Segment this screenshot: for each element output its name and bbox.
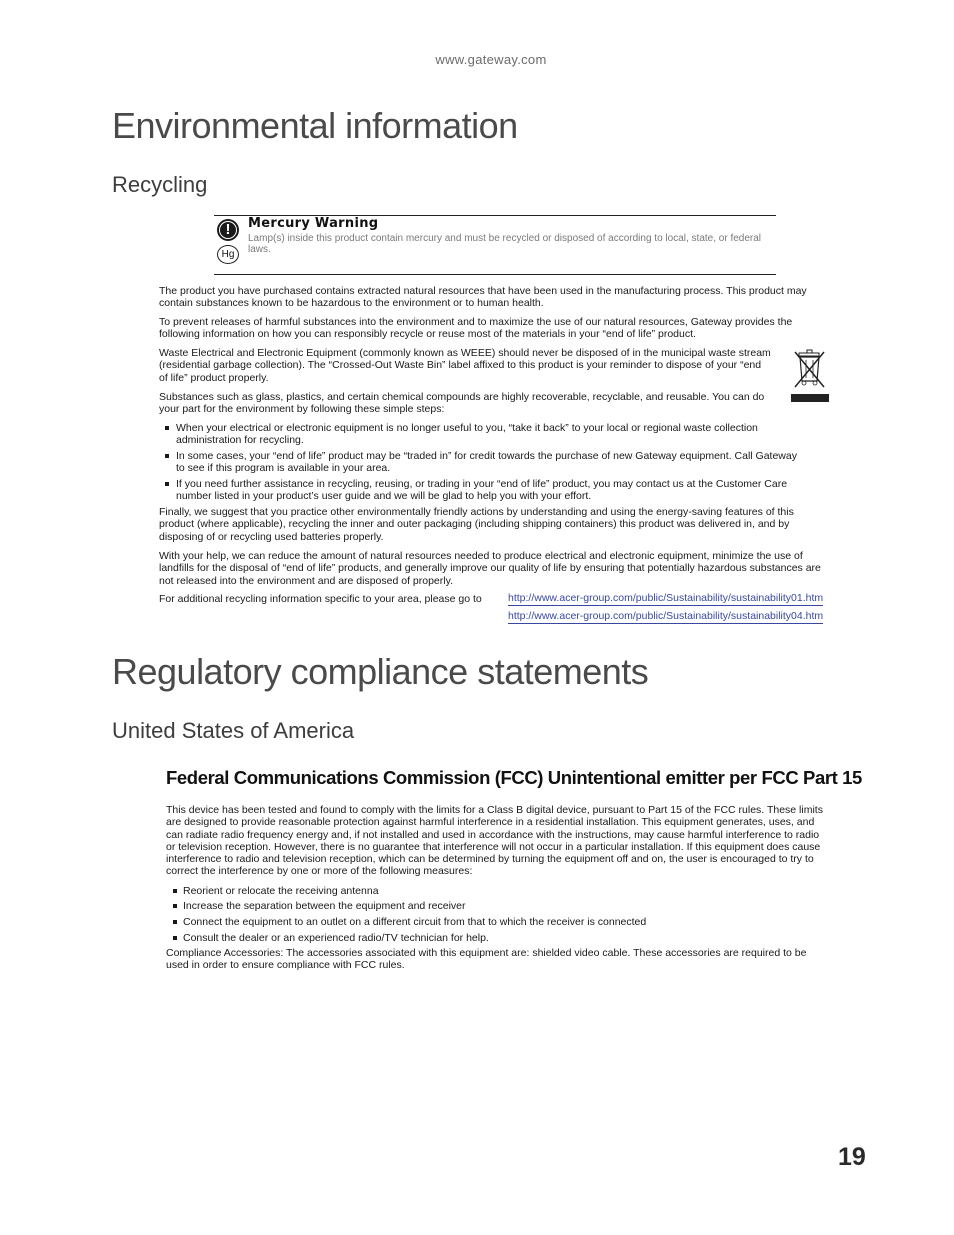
recycling-step: In some cases, your “end of life” product may be “traded in” for credit towards the purchase of new Gateway equipment. Call Gateway to see if this program is available in your area. bbox=[176, 450, 808, 475]
mercury-warning-box bbox=[214, 215, 776, 275]
usa-heading: United States of America bbox=[112, 718, 355, 743]
recycling-heading: Recycling bbox=[112, 172, 208, 197]
recycling-step: If you need further assistance in recycling, reusing, or trading in your “end of life” product, you may contact us at the Customer Care number listed in your product’s user guide and we will be glad to help you with your effort. bbox=[176, 478, 816, 503]
mercury-hg-icon: Hg bbox=[217, 245, 239, 264]
paragraph-with-help: With your help, we can reduce the amount of natural resources needed to produce electrical and electronic equipment, minimize the use of landfills for the disposal of “end of life” products, and generally improve our quality of life by ensuring that potentially hazardous substances are not released into the environment and are disposed of properly. bbox=[159, 550, 821, 587]
paragraph-weee: Waste Electrical and Electronic Equipment (commonly known as WEEE) should never be disposed of in the municipal waste stream (residential garbage collection). The “Crossed-Out Waste Bin” label affixed to this product is your reminder to dispose of your “end of life” product properly. bbox=[159, 347, 771, 384]
warning-icon: ! bbox=[217, 219, 239, 241]
fcc-measure: Connect the equipment to an outlet on a different circuit from that to which the receiver is connected bbox=[183, 916, 823, 928]
compliance-accessories: Compliance Accessories: The accessories associated with this equipment are: shielded video cable. These accessories are required to be used in order to ensure compliance with FCC rules. bbox=[166, 947, 807, 972]
mercury-warning-title: Mercury Warning bbox=[248, 216, 379, 231]
page-number: 19 bbox=[838, 1143, 866, 1171]
paragraph-finally: Finally, we suggest that you practice other environmentally friendly actions by understanding and using the energy-saving features of this product (where applicable), recycling the inner and outer packaging (including shipping containers) this product was delivered in, and by disposing of or recycling used batteries properly. bbox=[159, 506, 794, 543]
environmental-title: Environmental information bbox=[112, 105, 518, 146]
paragraph-prevent: To prevent releases of harmful substances into the environment and to maximize the use of our natural resources, Gateway provides the following information on how you can responsibly recycle or reuse most of the materials in your “end of life” product. bbox=[159, 316, 793, 341]
fcc-measure: Consult the dealer or an experienced radio/TV technician for help. bbox=[183, 932, 823, 944]
paragraph-resources: The product you have purchased contains extracted natural resources that have been used in the manufacturing process. This product may contain substances known to be hazardous to the environment or to human health. bbox=[159, 285, 807, 310]
fcc-heading: Federal Communications Commission (FCC) Unintentional emitter per FCC Part 15 bbox=[166, 767, 862, 788]
site-url: www.gateway.com bbox=[435, 52, 547, 67]
paragraph-substances: Substances such as glass, plastics, and certain chemical compounds are highly recoverable, recyclable, and reusable. You can do your part for the environment by following these simple steps: bbox=[159, 391, 765, 416]
fcc-measure: Reorient or relocate the receiving antenna bbox=[183, 885, 823, 897]
crossed-out-waste-bin-icon bbox=[791, 349, 829, 403]
sustainability01-link[interactable]: http://www.acer-group.com/public/Sustainability/sustainability01.htm bbox=[508, 592, 824, 604]
recycling-step: When your electrical or electronic equipment is no longer useful to you, “take it back” to your local or regional waste collection administration for recycling. bbox=[176, 422, 816, 447]
fcc-measure: Increase the separation between the equipment and receiver bbox=[183, 900, 823, 912]
sustainability04-link[interactable]: http://www.acer-group.com/public/Sustainability/sustainability04.htm bbox=[508, 610, 824, 622]
mercury-warning-text: Lamp(s) inside this product contain mercury and must be recycled or disposed of according to local, state, or federal laws. bbox=[248, 233, 762, 255]
regulatory-title: Regulatory compliance statements bbox=[112, 651, 649, 692]
additional-info-text: For additional recycling information specific to your area, please go to bbox=[159, 593, 482, 605]
fcc-paragraph: This device has been tested and found to comply with the limits for a Class B digital device, pursuant to Part 15 of the FCC rules. These limits are designed to provide reasonable protection against harmful interference in a residential installation. This equipment generates, uses, and can radiate radio frequency energy and, if not installed and used in accordance with the instructions, may cause harmful interference to radio or television reception. However, there is no guarantee that interference will not occur in a particular installation. If this equipment does cause interference to radio and television reception, which can be determined by turning the equipment off and on, the user is encouraged to try to correct the interference by one or more of the following measures: bbox=[166, 804, 823, 878]
